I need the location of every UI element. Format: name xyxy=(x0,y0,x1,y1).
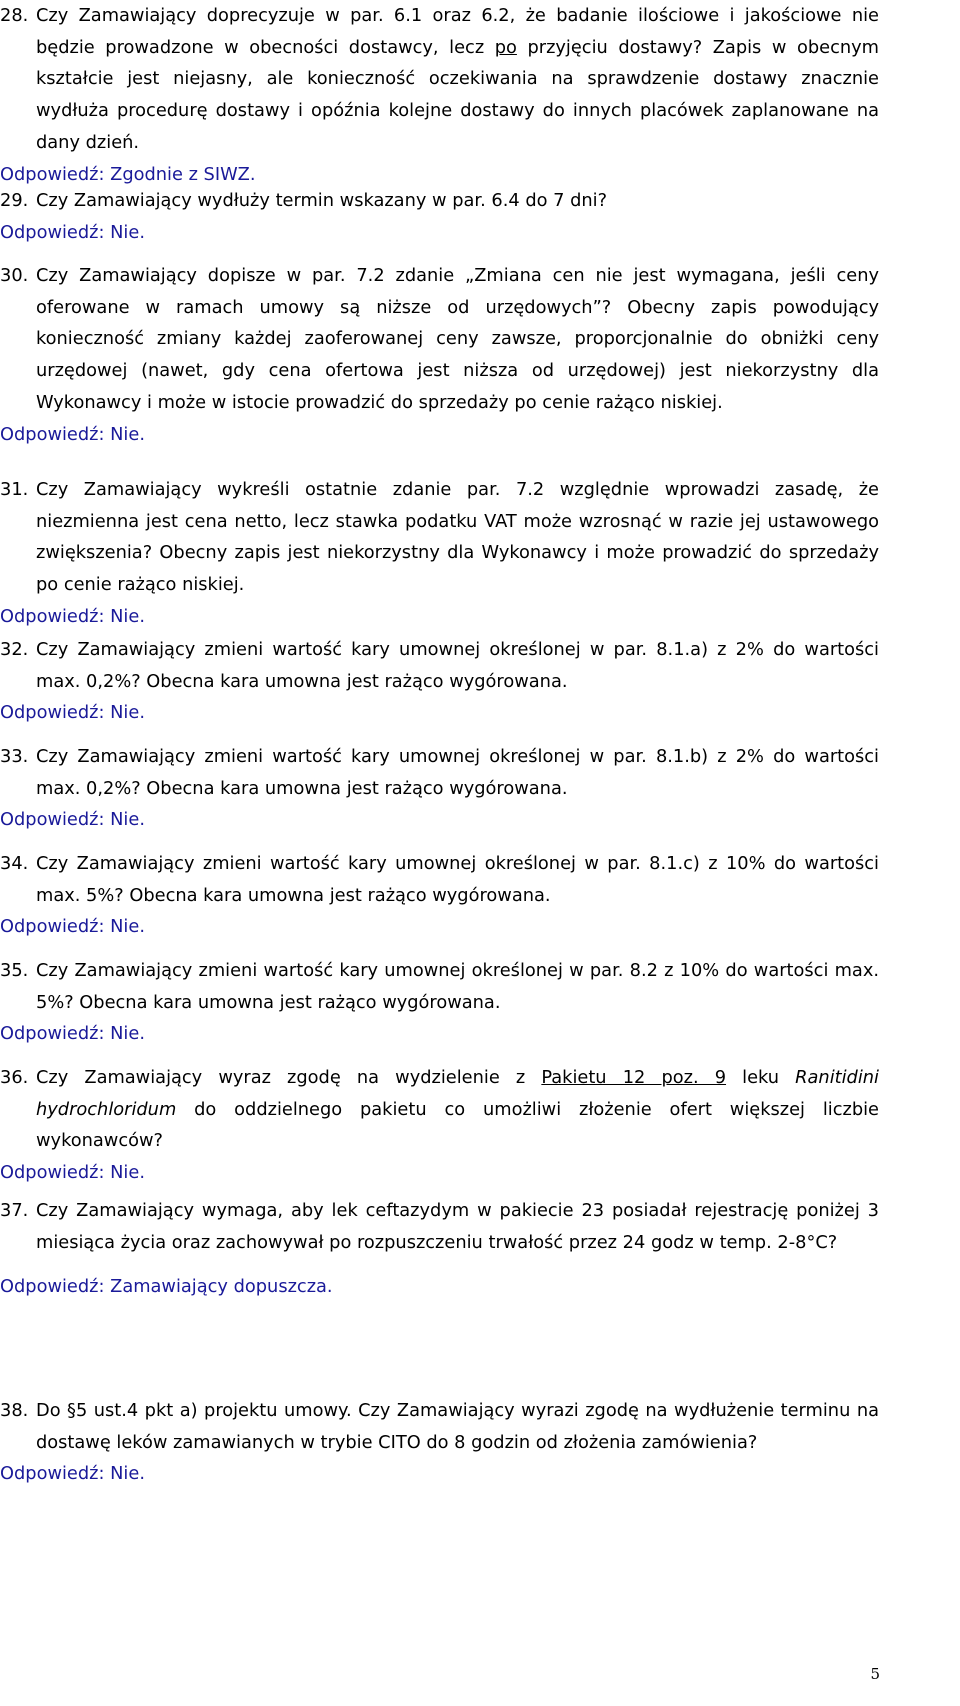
question-text xyxy=(36,260,879,419)
answer: Odpowiedź: Zamawiający dopuszcza. xyxy=(0,1276,333,1298)
question-30 xyxy=(0,260,960,450)
question-number: 33. xyxy=(0,746,29,767)
text-segment: leku xyxy=(726,1067,796,1088)
question-35 xyxy=(0,955,960,1050)
text-segment: Do §5 ust.4 pkt a) projektu umowy. Czy Zamawiający wyrazi zgodę na wydłużenie terminu na dostawę leków zamawianych w trybie CITO do 8 godzin od złożenia zamówienia? xyxy=(36,1400,879,1453)
question-text xyxy=(36,955,879,1018)
question-number: 35. xyxy=(0,960,29,981)
question-number: 29. xyxy=(0,190,29,211)
question-number: 37. xyxy=(0,1200,29,1221)
text-segment: Czy Zamawiający zmieni wartość kary umownej określonej w par. 8.1.c) z 10% do wartości max. 5%? Obecna kara umowna jest rażąco wygórowana. xyxy=(36,853,879,906)
question-number: 31. xyxy=(0,479,29,500)
answer: Odpowiedź: Nie. xyxy=(0,1463,145,1485)
text-segment: Czy Zamawiający wydłuży termin wskazany w par. 6.4 do 7 dni? xyxy=(36,190,608,211)
question-text xyxy=(36,185,879,217)
question-number: 32. xyxy=(0,639,29,660)
answer: Odpowiedź: Nie. xyxy=(0,916,145,938)
underlined-text: Pakietu 12 poz. 9 xyxy=(541,1067,727,1088)
question-36 xyxy=(0,1062,960,1189)
question-33 xyxy=(0,741,960,836)
text-segment: Czy Zamawiający zmieni wartość kary umownej określonej w par. 8.2 z 10% do wartości max. 5%? Obecna kara umowna jest rażąco wygórowana. xyxy=(36,960,879,1013)
text-segment: Czy Zamawiający dopisze w par. 7.2 zdanie „Zmiana cen nie jest wymagana, jeśli ceny oferowane w ramach umowy są niższe od urzędowych”? Obecny zapis powodujący konieczność zmiany każdej zaoferowanej ceny zawsze, proporcjonalnie do obniżki ceny urzędowej (nawet, gdy cena ofertowa jest niższa od urzędowej) jest niekorzystny dla Wykonawcy i może w istocie prowadzić do sprzedaży po cenie rażąco niskiej. xyxy=(36,265,879,413)
question-34 xyxy=(0,848,960,943)
text-segment: do oddzielnego pakietu co umożliwi złożenie ofert większej liczbie wykonawców? xyxy=(36,1098,879,1152)
italic-text: Ranitidini hydrochloridum xyxy=(36,1067,879,1120)
question-number: 34. xyxy=(0,853,29,874)
question-37 xyxy=(0,1195,960,1303)
answer: Odpowiedź: Nie. xyxy=(0,605,145,627)
text-segment: Czy Zamawiający zmieni wartość kary umownej określonej w par. 8.1.a) z 2% do wartości max. 0,2%? Obecna kara umowna jest rażąco wygórowana. xyxy=(36,639,879,692)
answer: Odpowiedź: Nie. xyxy=(0,809,145,831)
question-text xyxy=(36,1062,879,1157)
question-number: 30. xyxy=(0,265,29,286)
question-number: 28. xyxy=(0,5,29,26)
answer: Odpowiedź: Zgodnie z SIWZ. xyxy=(0,163,256,185)
text-segment: Czy Zamawiający wymaga, aby lek ceftazydym w pakiecie 23 posiadał rejestrację poniżej 3 miesiąca życia oraz zachowywał po rozpuszczeniu trwałość przez 24 godz w temp. 2-8°C? xyxy=(36,1200,879,1253)
text-segment: Czy Zamawiający doprecyzuje w par. 6.1 oraz 6.2, że badanie ilościowe i jakościowe nie będzie prowadzone w obecności dostawcy, lecz xyxy=(36,5,879,58)
question-text xyxy=(36,848,879,911)
answer: Odpowiedź: Nie. xyxy=(0,221,145,243)
answer: Odpowiedź: Nie. xyxy=(0,423,145,445)
question-text xyxy=(36,741,879,804)
text-segment: Czy Zamawiający wykreśli ostatnie zdanie par. 7.2 względnie wprowadzi zasadę, że niezmienna jest cena netto, lecz stawka podatku VAT może wzrosnąć w razie jej ustawowego zwiększenia? Obecny zapis jest niekorzystny dla Wykonawcy i może prowadzić do sprzedaży po cenie rażąco niskiej. xyxy=(36,479,879,596)
question-31 xyxy=(0,474,960,633)
text-segment: przyjęciu dostawy? Zapis w obecnym kształcie jest niejasny, ale konieczność oczekiwania na sprawdzenie dostawy znacznie wydłuża procedurę dostawy i opóźnia kolejne dostawy do innych placówek zaplanowane na dany dzień. xyxy=(36,36,879,153)
question-text xyxy=(36,634,879,697)
question-28 xyxy=(0,0,960,190)
question-text xyxy=(36,1395,879,1458)
question-number: 36. xyxy=(0,1067,29,1088)
text-segment: Czy Zamawiający wyraz zgodę na wydzielenie z xyxy=(36,1067,542,1088)
question-text xyxy=(36,474,879,601)
answer: Odpowiedź: Nie. xyxy=(0,1162,145,1184)
answer: Odpowiedź: Nie. xyxy=(0,1023,145,1045)
question-text xyxy=(36,0,879,159)
underlined-text: po xyxy=(494,36,517,58)
page-number: 5 xyxy=(870,1665,880,1683)
text-segment: Czy Zamawiający zmieni wartość kary umownej określonej w par. 8.1.b) z 2% do wartości max. 0,2%? Obecna kara umowna jest rażąco wygórowana. xyxy=(36,746,879,799)
question-text xyxy=(36,1195,879,1258)
question-38 xyxy=(0,1395,960,1490)
question-number: 38. xyxy=(0,1400,29,1421)
question-32 xyxy=(0,634,960,729)
answer: Odpowiedź: Nie. xyxy=(0,702,145,724)
question-29 xyxy=(0,185,960,248)
